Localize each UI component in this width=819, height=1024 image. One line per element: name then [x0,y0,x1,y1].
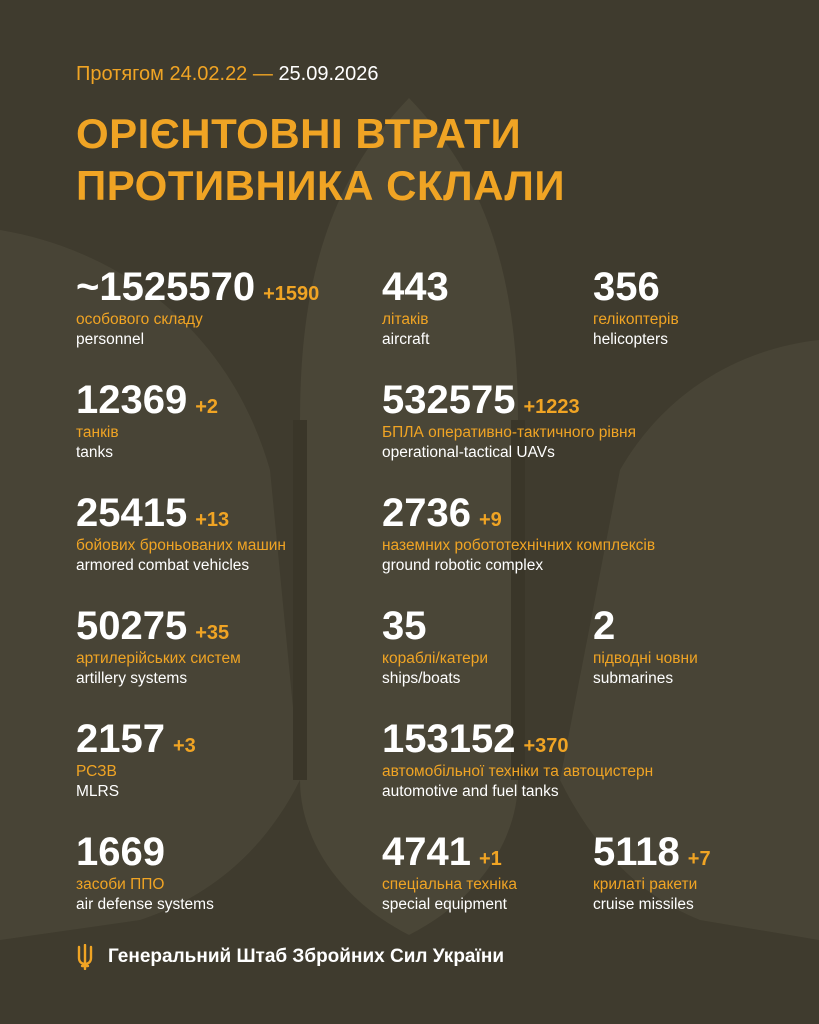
period-start: Протягом 24.02.22 — [76,63,273,85]
stat-label-ua: підводні човни [593,650,698,667]
stat-mlrs [76,716,196,802]
stat-artillery [76,603,241,689]
stat-label-en: air defense systems [76,896,214,913]
stat-tanks [76,377,218,463]
title-line-2: ПРОТИВНИКА СКЛАЛИ [76,162,566,209]
stat-label-ua: кораблі/катери [382,650,489,667]
stat-special-equipment [382,829,517,915]
stat-value: 5118 [593,830,680,874]
period-range [76,63,379,86]
stat-delta: +1 [478,848,502,870]
stat-label-en: ships/boats [382,670,461,687]
stat-value: 35 [382,604,427,648]
stat-aircraft [382,264,449,350]
stat-label-en: automotive and fuel tanks [382,783,559,800]
stat-ships [382,603,488,689]
stat-personnel [76,264,319,350]
stat-delta: +3 [172,735,196,757]
stat-ground-robotic [382,490,655,576]
stat-label-ua: автомобільної техніки та автоцистерн [382,763,654,780]
stat-label-ua: танків [76,424,119,441]
stat-value: 12369 [76,378,188,422]
footer [76,944,504,970]
stat-uavs [382,377,636,463]
stat-value: 2 [593,604,616,648]
stat-air-defense [76,829,214,915]
stat-cruise-missiles [593,829,711,915]
stat-label-en: personnel [76,331,145,348]
stat-helicopters [593,264,679,350]
title-line-1: ОРІЄНТОВНІ ВТРАТИ [76,110,522,157]
stat-label-en: ground robotic complex [382,557,544,574]
stat-label-ua: засоби ППО [76,876,165,893]
page-title [76,108,565,212]
stat-submarines [593,603,698,689]
period-end: 25.09.2026 [278,63,379,85]
stat-value: 443 [382,265,449,309]
stat-value: 153152 [382,717,516,761]
stat-value: 25415 [76,491,188,535]
stat-value: 2157 [76,717,165,761]
stat-value: 356 [593,265,660,309]
stat-delta: +35 [195,622,230,644]
stat-label-ua: БПЛА оперативно-тактичного рівня [382,424,637,441]
stat-label-en: aircraft [382,331,430,348]
stat-label-en: operational-tactical UAVs [382,444,555,461]
stat-value: 1669 [76,830,165,874]
stat-value: 2736 [382,491,471,535]
organization-name: Генеральний Штаб Збройних Сил України [108,946,504,967]
stat-delta: +9 [478,509,502,531]
stat-delta: +1223 [523,396,580,418]
stat-delta: +2 [195,396,219,418]
stat-label-en: cruise missiles [593,896,694,913]
stat-delta: +13 [195,509,230,531]
stat-value: 532575 [382,378,516,422]
stat-label-en: special equipment [382,896,507,913]
stat-label-en: submarines [593,670,674,687]
trident-icon [76,944,94,970]
stat-label-ua: артилерійських систем [76,650,241,667]
stat-automotive [382,716,653,802]
stat-delta: +7 [687,848,711,870]
stat-value: 50275 [76,604,188,648]
stat-label-ua: спеціальна техніка [382,876,518,893]
stat-label-en: artillery systems [76,670,188,687]
stat-value: 4741 [382,830,471,874]
stat-delta: +370 [523,735,569,757]
stat-label-ua: РСЗВ [76,763,117,780]
stat-label-ua: особового складу [76,311,203,328]
stat-value: ~1525570 [76,265,256,309]
stat-label-en: helicopters [593,331,668,348]
stat-delta: +1590 [263,283,320,305]
stat-label-en: MLRS [76,783,120,800]
stat-label-ua: наземних робототехнічних комплексів [382,537,656,554]
stat-label-en: tanks [76,444,114,461]
stat-label-ua: літаків [382,311,429,328]
stat-label-en: armored combat vehicles [76,557,250,574]
stat-armored-vehicles [76,490,286,576]
stat-label-ua: крилаті ракети [593,876,698,893]
stat-label-ua: бойових броньованих машин [76,537,286,554]
stat-label-ua: гелікоптерів [593,311,679,328]
